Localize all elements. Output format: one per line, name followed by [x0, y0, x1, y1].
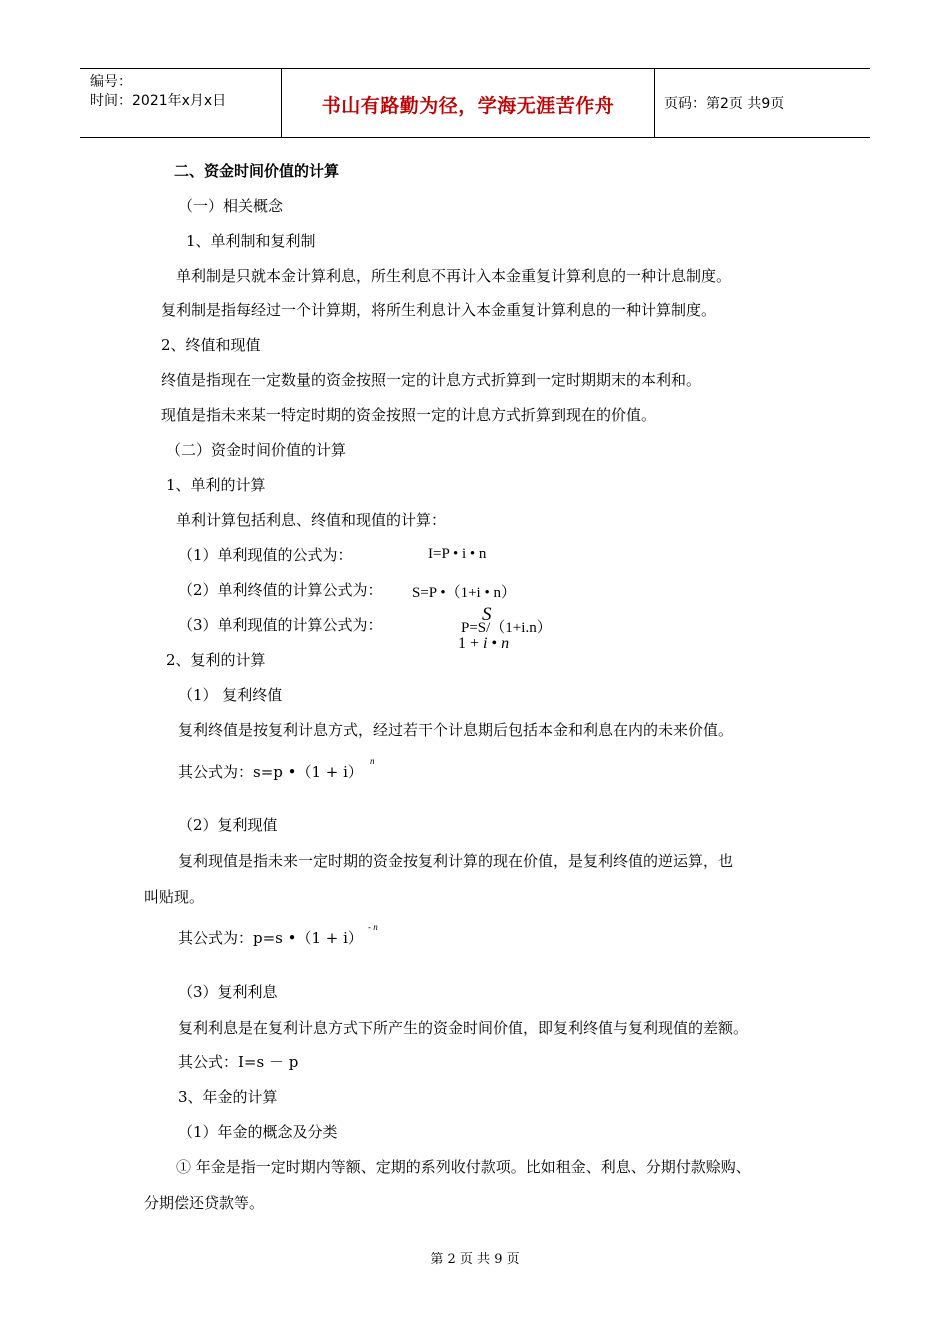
formula-3-label: （3）单利现值的计算公式为：: [178, 616, 383, 634]
formula-1-expression: I=P • i • n: [428, 546, 487, 562]
paragraph-compound-future-value-definition: 复利终值是按复利计息方式，经过若干个计息期后包括本金和利息在内的未来价值。: [178, 721, 734, 739]
paragraph-annuity-definition-line1: ① 年金是指一定时期内等额、定期的系列收付款项。比如租金、利息、分期付款赊购、: [176, 1158, 751, 1176]
paragraph-simple-interest-includes: 单利计算包括利息、终值和现值的计算：: [176, 511, 447, 529]
formula-2-expression: S=P •（1+i • n）: [412, 585, 516, 601]
compound-present-value-exponent: - n: [368, 922, 378, 932]
heading-compound-present-value: （2）复利现值: [178, 816, 278, 834]
heading-future-present-value: 2、终值和现值: [161, 336, 261, 354]
section-title: 二、资金时间价值的计算: [174, 162, 340, 180]
heading-compound-interest-calc: 2、复利的计算: [166, 651, 266, 669]
heading-annuity-calc: 3、年金的计算: [178, 1088, 278, 1106]
paragraph-compound-interest-definition: 复利制是指每经过一个计算期，将所生利息计入本金重复计算利息的一种计算制度。: [161, 301, 717, 319]
paragraph-simple-interest-definition: 单利制是只就本金计算利息，所生利息不再计入本金重复计算利息的一种计息制度。: [176, 267, 732, 285]
formula-1-label: （1）单利现值的公式为：: [178, 546, 353, 564]
header-number-label: 编号：: [90, 74, 132, 90]
page-footer: 第 2 页 共 9 页: [430, 1252, 520, 1267]
header-meta: [90, 73, 226, 111]
heading-simple-interest-calc: 1、单利的计算: [166, 476, 266, 494]
heading-time-value-calculation: （二）资金时间价值的计算: [166, 441, 347, 459]
compound-future-value-formula: 其公式为：s=p •（1 + i）: [178, 763, 363, 781]
heading-compound-future-value: （1） 复利终值: [178, 686, 283, 704]
header-page-info: 页码：第2页 共9页: [664, 96, 785, 112]
compound-interest-amount-formula: 其公式：I=s － p: [178, 1053, 299, 1071]
compound-future-value-exponent: n: [370, 756, 375, 766]
formula-3-fraction-denominator: 1 + i • n: [458, 635, 510, 652]
compound-present-value-formula: 其公式为：p=s •（1 + i）: [178, 929, 363, 947]
formula-2-label: （2）单利终值的计算公式为：: [178, 581, 383, 599]
heading-related-concepts: （一）相关概念: [178, 197, 284, 215]
header-date-label: 时间：2021年x月x日: [90, 93, 227, 109]
paragraph-present-value-definition: 现值是指未来某一特定时期的资金按照一定的计息方式折算到现在的价值。: [161, 406, 657, 424]
paragraph-future-value-definition: 终值是指现在一定数量的资金按照一定的计息方式折算到一定时期期末的本利和。: [161, 371, 702, 389]
formula-3-expression: P=S/（1+i.n）: [461, 620, 552, 636]
heading-compound-interest-amount: （3）复利利息: [178, 983, 278, 1001]
header-motto: 书山有路勤为径，学海无涯苦作舟: [321, 95, 615, 117]
document-header: [80, 68, 870, 138]
header-divider-right: [654, 69, 655, 137]
paragraph-compound-present-value-definition-line1: 复利现值是指未来一定时期的资金按复利计算的现在价值，是复利终值的逆运算，也: [178, 852, 734, 870]
paragraph-compound-present-value-definition-line2: 叫贴现。: [144, 888, 205, 906]
heading-simple-compound: 1、单利制和复利制: [186, 232, 316, 250]
formula-3-fraction-numerator: S: [482, 604, 492, 625]
heading-annuity-concept: （1）年金的概念及分类: [178, 1123, 338, 1141]
paragraph-annuity-definition-line2: 分期偿还贷款等。: [144, 1194, 265, 1212]
paragraph-compound-interest-amount-definition: 复利利息是在复利计息方式下所产生的资金时间价值，即复利终值与复利现值的差额。: [178, 1019, 749, 1037]
